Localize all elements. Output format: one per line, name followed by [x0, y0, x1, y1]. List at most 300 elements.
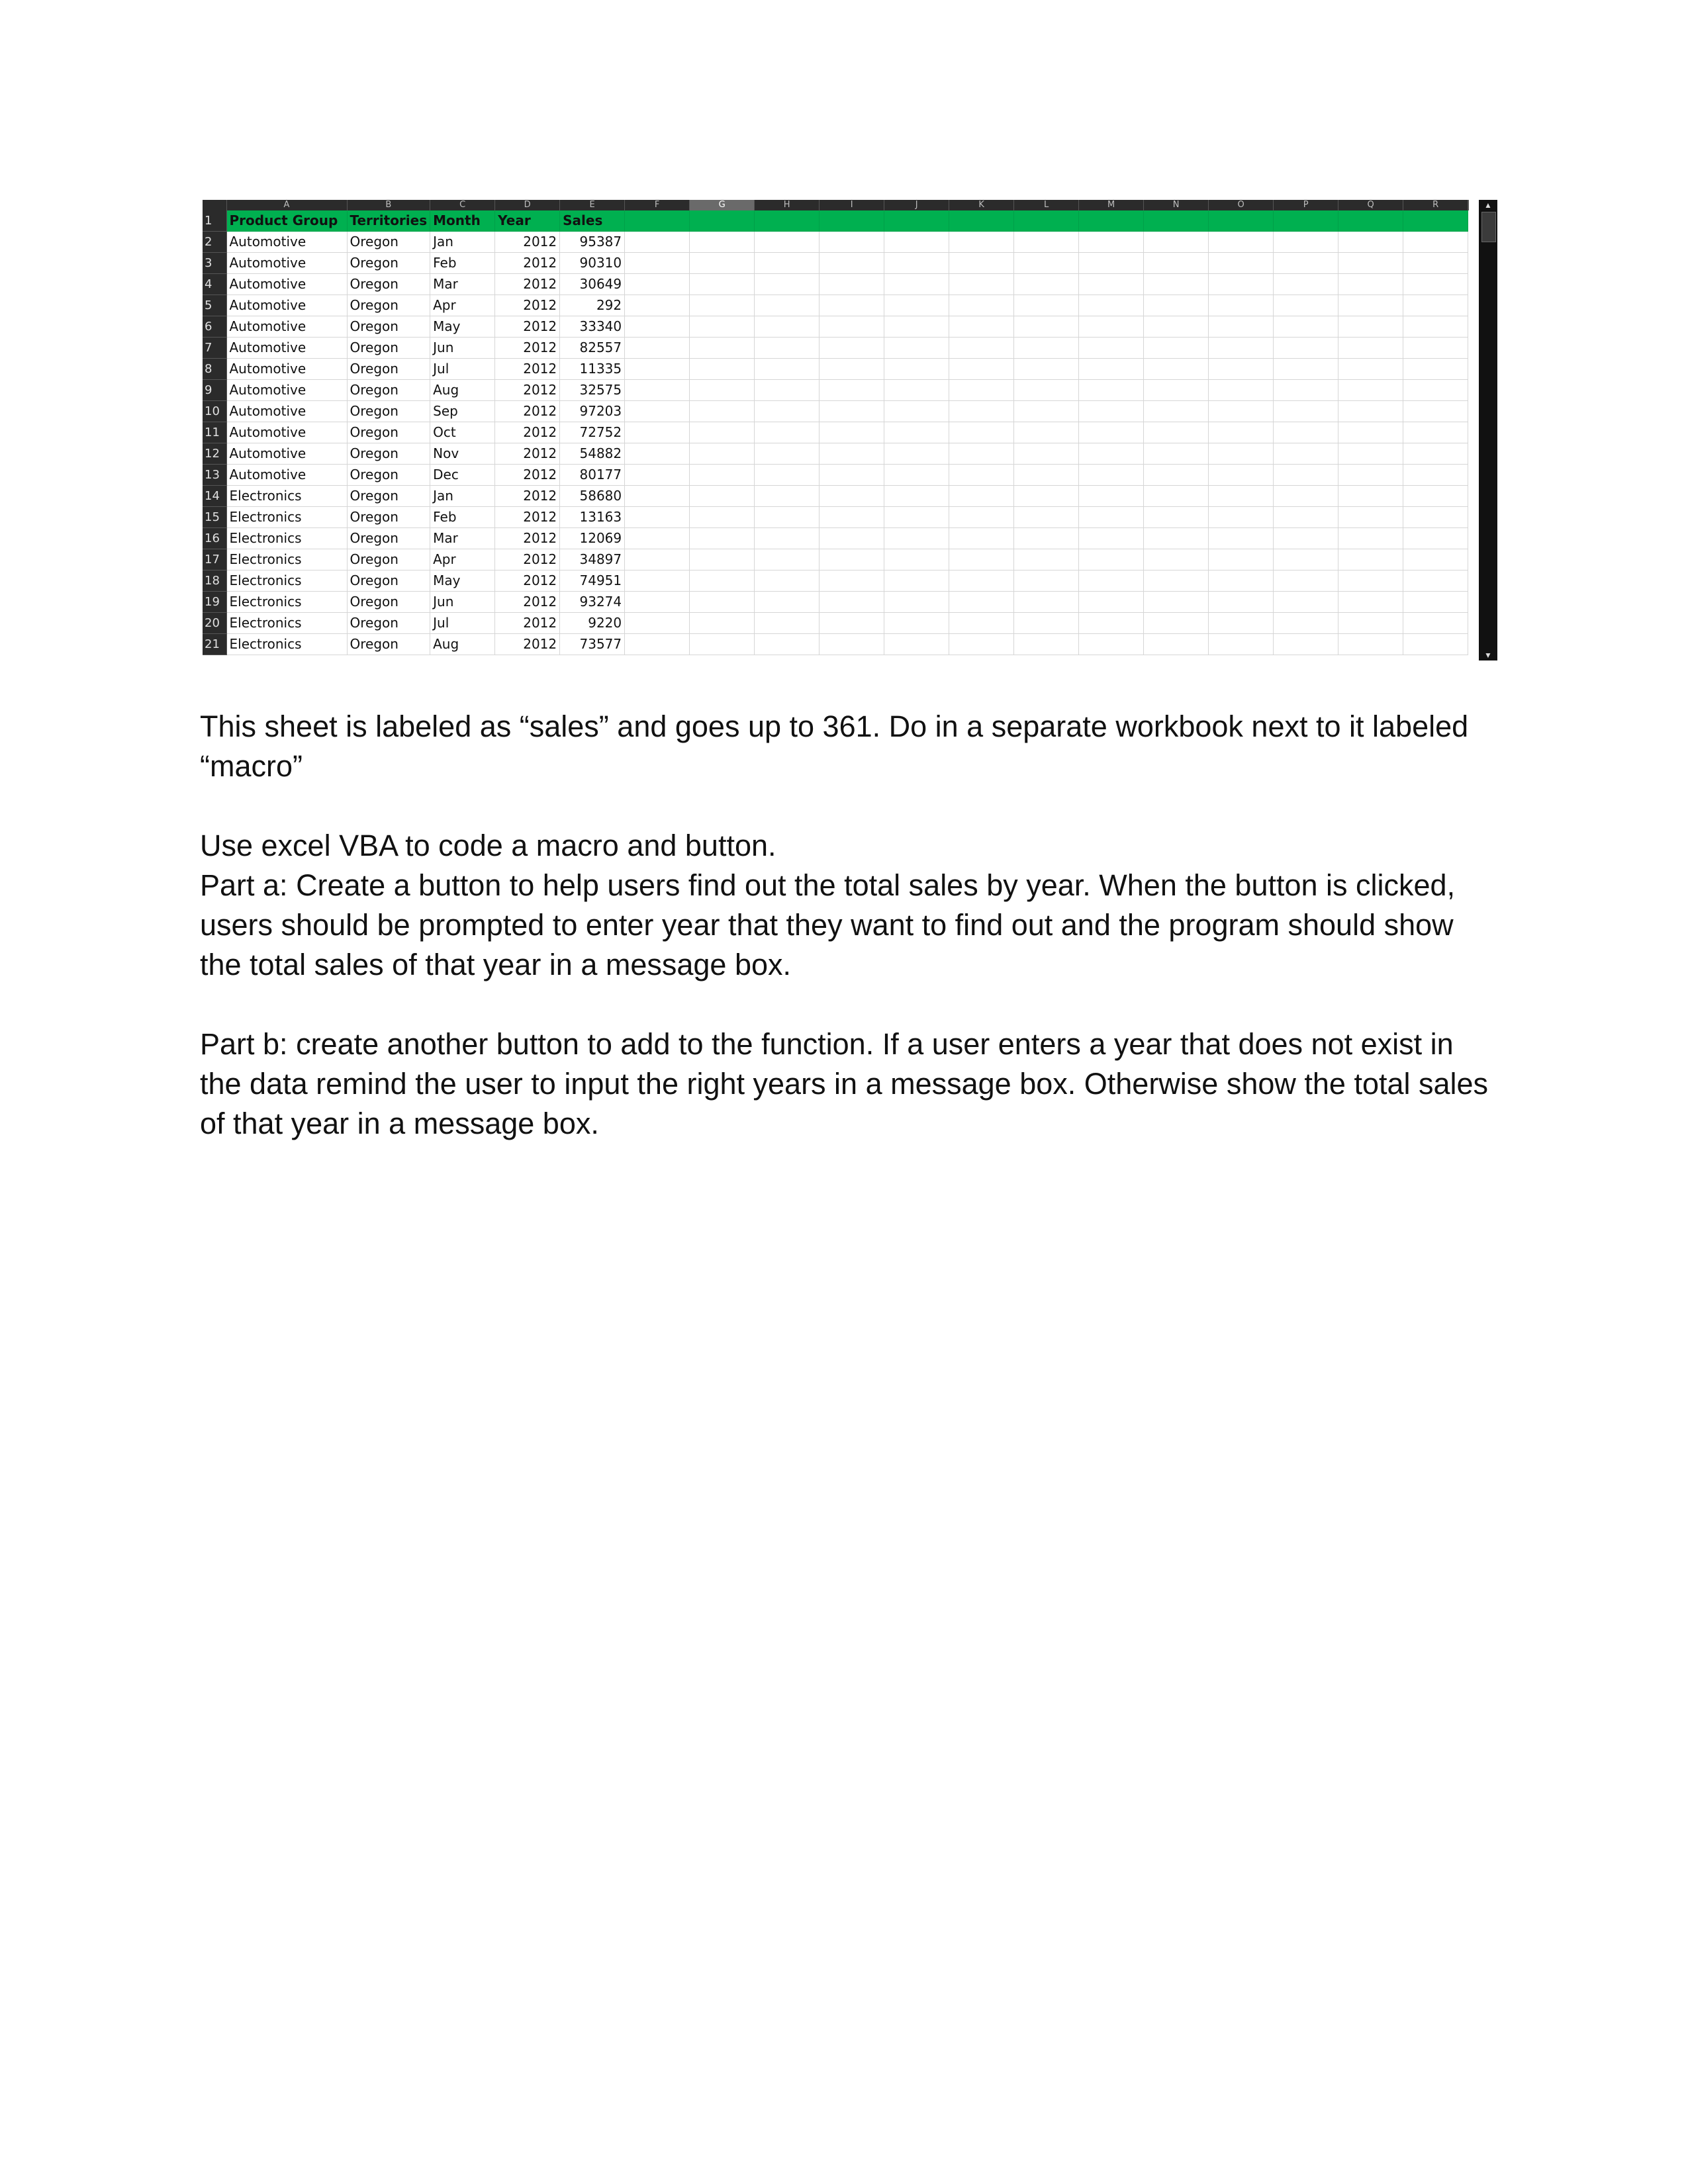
cell-sales[interactable]: 90310 — [560, 253, 625, 274]
cell[interactable] — [1274, 359, 1338, 380]
cell[interactable] — [884, 359, 949, 380]
column-header[interactable]: R — [1403, 200, 1468, 210]
column-header[interactable]: I — [820, 200, 884, 210]
cell[interactable] — [820, 507, 884, 528]
cell-year[interactable]: 2012 — [495, 465, 560, 486]
cell[interactable] — [755, 634, 820, 655]
cell[interactable] — [949, 380, 1014, 401]
cell[interactable] — [1209, 295, 1274, 316]
cell-month[interactable]: Feb — [430, 507, 495, 528]
cell[interactable] — [1014, 210, 1079, 232]
cell[interactable] — [1338, 528, 1403, 549]
cell[interactable] — [1338, 401, 1403, 422]
cell-sales[interactable]: 72752 — [560, 422, 625, 443]
cell[interactable] — [1079, 528, 1144, 549]
cell[interactable] — [1079, 443, 1144, 465]
cell-sales[interactable]: 58680 — [560, 486, 625, 507]
cell[interactable] — [1403, 401, 1468, 422]
cell[interactable] — [690, 592, 755, 613]
cell[interactable] — [1014, 401, 1079, 422]
row-number[interactable]: 16 — [203, 528, 226, 549]
cell[interactable] — [820, 380, 884, 401]
cell[interactable] — [1209, 570, 1274, 592]
triangle-down-icon[interactable]: ▼ — [1484, 651, 1492, 660]
cell-territory[interactable]: Oregon — [347, 295, 430, 316]
cell-territory[interactable]: Oregon — [347, 274, 430, 295]
cell[interactable] — [1209, 401, 1274, 422]
cell-sales[interactable]: 11335 — [560, 359, 625, 380]
cell[interactable] — [1274, 613, 1338, 634]
cell[interactable] — [949, 338, 1014, 359]
cell[interactable] — [884, 570, 949, 592]
row-number[interactable]: 5 — [203, 295, 226, 316]
cell-territory[interactable]: Oregon — [347, 443, 430, 465]
cell-product-group[interactable]: Automotive — [226, 316, 347, 338]
cell[interactable] — [949, 295, 1014, 316]
cell[interactable] — [755, 401, 820, 422]
row-number[interactable]: 9 — [203, 380, 226, 401]
cell-territory[interactable]: Oregon — [347, 316, 430, 338]
cell-product-group[interactable]: Automotive — [226, 359, 347, 380]
cell[interactable] — [1338, 316, 1403, 338]
cell[interactable] — [1274, 549, 1338, 570]
cell-sales[interactable]: 30649 — [560, 274, 625, 295]
cell[interactable] — [820, 549, 884, 570]
cell[interactable] — [1144, 274, 1209, 295]
cell[interactable] — [1403, 210, 1468, 232]
cell[interactable] — [1209, 507, 1274, 528]
cell[interactable] — [820, 443, 884, 465]
cell[interactable] — [755, 274, 820, 295]
cell-year[interactable]: 2012 — [495, 486, 560, 507]
cell[interactable] — [1403, 380, 1468, 401]
cell-territory[interactable]: Oregon — [347, 613, 430, 634]
cell[interactable] — [1274, 380, 1338, 401]
cell[interactable] — [625, 232, 690, 253]
cell-month[interactable]: Mar — [430, 528, 495, 549]
cell-month[interactable]: Aug — [430, 634, 495, 655]
cell-year[interactable]: 2012 — [495, 528, 560, 549]
cell[interactable] — [949, 359, 1014, 380]
row-number[interactable]: 17 — [203, 549, 226, 570]
cell[interactable] — [820, 592, 884, 613]
row-number[interactable]: 18 — [203, 570, 226, 592]
cell-product-group[interactable]: Electronics — [226, 486, 347, 507]
cell[interactable] — [755, 338, 820, 359]
cell[interactable] — [690, 338, 755, 359]
cell[interactable] — [884, 486, 949, 507]
cell[interactable] — [625, 549, 690, 570]
cell[interactable] — [884, 507, 949, 528]
cell-sales[interactable]: 54882 — [560, 443, 625, 465]
cell[interactable] — [1274, 274, 1338, 295]
row-number[interactable]: 2 — [203, 232, 226, 253]
cell[interactable] — [690, 232, 755, 253]
row-number[interactable]: 14 — [203, 486, 226, 507]
cell[interactable] — [1338, 210, 1403, 232]
cell[interactable] — [1014, 613, 1079, 634]
cell[interactable] — [1209, 592, 1274, 613]
row-number[interactable]: 8 — [203, 359, 226, 380]
cell-month[interactable]: Feb — [430, 253, 495, 274]
cell-sales[interactable]: 74951 — [560, 570, 625, 592]
scrollbar-thumb[interactable] — [1481, 212, 1496, 242]
cell-sales[interactable]: 95387 — [560, 232, 625, 253]
cell[interactable] — [1274, 210, 1338, 232]
cell[interactable] — [1403, 613, 1468, 634]
cell[interactable] — [625, 338, 690, 359]
cell-month[interactable]: Sep — [430, 401, 495, 422]
cell-sales[interactable]: 32575 — [560, 380, 625, 401]
cell[interactable] — [1079, 359, 1144, 380]
cell[interactable] — [1338, 295, 1403, 316]
cell[interactable] — [1079, 549, 1144, 570]
cell[interactable] — [625, 592, 690, 613]
row-number[interactable]: 1 — [203, 210, 226, 232]
cell-product-group[interactable]: Electronics — [226, 528, 347, 549]
header-cell-territories[interactable]: Territories — [347, 210, 430, 232]
cell[interactable] — [884, 338, 949, 359]
cell[interactable] — [1209, 634, 1274, 655]
cell[interactable] — [1274, 507, 1338, 528]
cell[interactable] — [949, 486, 1014, 507]
cell[interactable] — [1014, 634, 1079, 655]
cell-territory[interactable]: Oregon — [347, 338, 430, 359]
header-cell-month[interactable]: Month — [430, 210, 495, 232]
cell[interactable] — [1144, 380, 1209, 401]
cell[interactable] — [690, 507, 755, 528]
cell-year[interactable]: 2012 — [495, 401, 560, 422]
cell[interactable] — [1144, 592, 1209, 613]
cell-sales[interactable]: 292 — [560, 295, 625, 316]
cell[interactable] — [949, 422, 1014, 443]
cell[interactable] — [690, 274, 755, 295]
column-header[interactable]: C — [430, 200, 495, 210]
cell[interactable] — [1144, 528, 1209, 549]
cell[interactable] — [1209, 465, 1274, 486]
cell-sales[interactable]: 9220 — [560, 613, 625, 634]
cell[interactable] — [690, 570, 755, 592]
cell-territory[interactable]: Oregon — [347, 549, 430, 570]
cell[interactable] — [755, 422, 820, 443]
row-number[interactable]: 20 — [203, 613, 226, 634]
cell[interactable] — [1014, 359, 1079, 380]
cell[interactable] — [1274, 232, 1338, 253]
cell-sales[interactable]: 13163 — [560, 507, 625, 528]
cell[interactable] — [820, 401, 884, 422]
cell[interactable] — [1338, 338, 1403, 359]
cell[interactable] — [1338, 592, 1403, 613]
cell[interactable] — [1144, 359, 1209, 380]
cell[interactable] — [1338, 507, 1403, 528]
header-cell-year[interactable]: Year — [495, 210, 560, 232]
cell[interactable] — [820, 316, 884, 338]
cell[interactable] — [1209, 613, 1274, 634]
row-number[interactable]: 12 — [203, 443, 226, 465]
cell[interactable] — [1274, 422, 1338, 443]
cell-month[interactable]: Mar — [430, 274, 495, 295]
cell[interactable] — [690, 253, 755, 274]
cell[interactable] — [625, 401, 690, 422]
cell[interactable] — [1274, 253, 1338, 274]
cell[interactable] — [1338, 486, 1403, 507]
cell[interactable] — [884, 401, 949, 422]
cell[interactable] — [625, 359, 690, 380]
cell-territory[interactable]: Oregon — [347, 507, 430, 528]
cell-year[interactable]: 2012 — [495, 295, 560, 316]
cell-product-group[interactable]: Electronics — [226, 507, 347, 528]
cell[interactable] — [884, 316, 949, 338]
cell[interactable] — [884, 380, 949, 401]
cell[interactable] — [755, 359, 820, 380]
cell[interactable] — [1274, 443, 1338, 465]
cell[interactable] — [1079, 253, 1144, 274]
cell[interactable] — [625, 634, 690, 655]
cell[interactable] — [690, 401, 755, 422]
cell[interactable] — [884, 232, 949, 253]
cell[interactable] — [949, 570, 1014, 592]
cell[interactable] — [1274, 401, 1338, 422]
cell-year[interactable]: 2012 — [495, 316, 560, 338]
cell[interactable] — [690, 634, 755, 655]
column-header[interactable]: A — [226, 200, 347, 210]
cell[interactable] — [1338, 380, 1403, 401]
cell[interactable] — [949, 634, 1014, 655]
cell-month[interactable]: Jun — [430, 592, 495, 613]
cell[interactable] — [1144, 443, 1209, 465]
cell[interactable] — [1209, 422, 1274, 443]
cell-product-group[interactable]: Electronics — [226, 634, 347, 655]
cell[interactable] — [1209, 380, 1274, 401]
cell[interactable] — [1403, 443, 1468, 465]
cell[interactable] — [1144, 486, 1209, 507]
column-header[interactable]: F — [625, 200, 690, 210]
cell-territory[interactable]: Oregon — [347, 634, 430, 655]
cell-month[interactable]: Jun — [430, 338, 495, 359]
cell[interactable] — [1338, 274, 1403, 295]
cell[interactable] — [820, 486, 884, 507]
column-header[interactable]: O — [1209, 200, 1274, 210]
cell-product-group[interactable]: Automotive — [226, 274, 347, 295]
cell-year[interactable]: 2012 — [495, 274, 560, 295]
column-header[interactable]: B — [347, 200, 430, 210]
cell[interactable] — [625, 465, 690, 486]
cell[interactable] — [1079, 592, 1144, 613]
cell[interactable] — [625, 380, 690, 401]
cell[interactable] — [1144, 465, 1209, 486]
cell[interactable] — [1144, 338, 1209, 359]
cell[interactable] — [1338, 613, 1403, 634]
cell[interactable] — [1403, 295, 1468, 316]
cell[interactable] — [884, 592, 949, 613]
cell[interactable] — [884, 528, 949, 549]
cell[interactable] — [949, 507, 1014, 528]
cell[interactable] — [690, 465, 755, 486]
cell[interactable] — [690, 380, 755, 401]
cell-product-group[interactable]: Automotive — [226, 338, 347, 359]
cell[interactable] — [1014, 380, 1079, 401]
cell[interactable] — [949, 401, 1014, 422]
cell[interactable] — [1338, 443, 1403, 465]
cell[interactable] — [755, 295, 820, 316]
cell[interactable] — [690, 549, 755, 570]
cell[interactable] — [1014, 274, 1079, 295]
cell-year[interactable]: 2012 — [495, 570, 560, 592]
cell[interactable] — [1144, 570, 1209, 592]
cell[interactable] — [820, 359, 884, 380]
cell[interactable] — [690, 359, 755, 380]
cell[interactable] — [1274, 316, 1338, 338]
cell[interactable] — [1014, 295, 1079, 316]
cell[interactable] — [755, 380, 820, 401]
cell-sales[interactable]: 73577 — [560, 634, 625, 655]
cell[interactable] — [690, 528, 755, 549]
column-header[interactable]: H — [755, 200, 820, 210]
cell[interactable] — [1079, 274, 1144, 295]
cell-year[interactable]: 2012 — [495, 380, 560, 401]
cell[interactable] — [820, 613, 884, 634]
cell-sales[interactable]: 34897 — [560, 549, 625, 570]
cell-year[interactable]: 2012 — [495, 338, 560, 359]
cell[interactable] — [884, 549, 949, 570]
cell[interactable] — [690, 422, 755, 443]
cell[interactable] — [1014, 570, 1079, 592]
cell-product-group[interactable]: Electronics — [226, 592, 347, 613]
cell-sales[interactable]: 80177 — [560, 465, 625, 486]
cell[interactable] — [1144, 401, 1209, 422]
vertical-scrollbar[interactable] — [1479, 200, 1497, 660]
cell[interactable] — [949, 443, 1014, 465]
cell[interactable] — [690, 486, 755, 507]
cell[interactable] — [820, 338, 884, 359]
cell[interactable] — [1338, 634, 1403, 655]
cell[interactable] — [1274, 570, 1338, 592]
cell[interactable] — [1014, 338, 1079, 359]
cell[interactable] — [1403, 422, 1468, 443]
cell[interactable] — [625, 507, 690, 528]
cell[interactable] — [755, 613, 820, 634]
cell[interactable] — [1014, 422, 1079, 443]
cell-month[interactable]: Jan — [430, 486, 495, 507]
row-number[interactable]: 3 — [203, 253, 226, 274]
cell[interactable] — [690, 295, 755, 316]
cell[interactable] — [949, 316, 1014, 338]
cell-year[interactable]: 2012 — [495, 634, 560, 655]
cell[interactable] — [1209, 528, 1274, 549]
cell-territory[interactable]: Oregon — [347, 570, 430, 592]
cell[interactable] — [820, 295, 884, 316]
cell[interactable] — [625, 422, 690, 443]
cell-territory[interactable]: Oregon — [347, 422, 430, 443]
cell-year[interactable]: 2012 — [495, 422, 560, 443]
cell[interactable] — [625, 443, 690, 465]
cell[interactable] — [1403, 486, 1468, 507]
row-number[interactable]: 19 — [203, 592, 226, 613]
cell[interactable] — [1274, 486, 1338, 507]
cell[interactable] — [1079, 401, 1144, 422]
cell[interactable] — [820, 634, 884, 655]
cell[interactable] — [1403, 359, 1468, 380]
row-number[interactable]: 11 — [203, 422, 226, 443]
cell[interactable] — [949, 253, 1014, 274]
cell[interactable] — [884, 210, 949, 232]
cell-product-group[interactable]: Automotive — [226, 465, 347, 486]
cell-territory[interactable]: Oregon — [347, 232, 430, 253]
cell[interactable] — [1144, 634, 1209, 655]
cell[interactable] — [1079, 507, 1144, 528]
column-header[interactable]: M — [1079, 200, 1144, 210]
cell[interactable] — [1338, 253, 1403, 274]
column-header[interactable]: D — [495, 200, 560, 210]
cell[interactable] — [949, 592, 1014, 613]
cell[interactable] — [1403, 507, 1468, 528]
cell[interactable] — [1209, 338, 1274, 359]
cell[interactable] — [1209, 232, 1274, 253]
cell[interactable] — [884, 443, 949, 465]
row-number[interactable]: 15 — [203, 507, 226, 528]
cell[interactable] — [755, 592, 820, 613]
cell[interactable] — [755, 465, 820, 486]
cell[interactable] — [820, 274, 884, 295]
cell-sales[interactable]: 82557 — [560, 338, 625, 359]
cell[interactable] — [820, 210, 884, 232]
cell-month[interactable]: Nov — [430, 443, 495, 465]
cell[interactable] — [1209, 253, 1274, 274]
cell-month[interactable]: Jul — [430, 359, 495, 380]
cell[interactable] — [1079, 210, 1144, 232]
cell[interactable] — [949, 613, 1014, 634]
cell[interactable] — [1014, 465, 1079, 486]
cell[interactable] — [755, 486, 820, 507]
cell[interactable] — [1144, 295, 1209, 316]
cell[interactable] — [820, 465, 884, 486]
column-header[interactable]: E — [560, 200, 625, 210]
cell[interactable] — [1403, 316, 1468, 338]
cell[interactable] — [1338, 422, 1403, 443]
cell[interactable] — [1403, 232, 1468, 253]
cell[interactable] — [1079, 338, 1144, 359]
column-header[interactable]: Q — [1338, 200, 1403, 210]
cell[interactable] — [1079, 486, 1144, 507]
cell[interactable] — [1403, 528, 1468, 549]
cell[interactable] — [1338, 570, 1403, 592]
cell-territory[interactable]: Oregon — [347, 486, 430, 507]
row-number[interactable]: 10 — [203, 401, 226, 422]
cell[interactable] — [1014, 443, 1079, 465]
cell[interactable] — [1403, 634, 1468, 655]
row-number[interactable]: 13 — [203, 465, 226, 486]
cell[interactable] — [1403, 465, 1468, 486]
cell-sales[interactable]: 33340 — [560, 316, 625, 338]
cell-product-group[interactable]: Electronics — [226, 613, 347, 634]
cell[interactable] — [1144, 210, 1209, 232]
cell-month[interactable]: Jan — [430, 232, 495, 253]
cell[interactable] — [820, 253, 884, 274]
cell[interactable] — [820, 528, 884, 549]
cell[interactable] — [1014, 232, 1079, 253]
cell-territory[interactable]: Oregon — [347, 465, 430, 486]
cell[interactable] — [755, 528, 820, 549]
cell[interactable] — [625, 486, 690, 507]
cell[interactable] — [1338, 359, 1403, 380]
cell-month[interactable]: Jul — [430, 613, 495, 634]
cell[interactable] — [1144, 253, 1209, 274]
cell-product-group[interactable]: Automotive — [226, 253, 347, 274]
column-header[interactable]: K — [949, 200, 1014, 210]
cell[interactable] — [690, 443, 755, 465]
cell-month[interactable]: Apr — [430, 549, 495, 570]
cell[interactable] — [949, 210, 1014, 232]
